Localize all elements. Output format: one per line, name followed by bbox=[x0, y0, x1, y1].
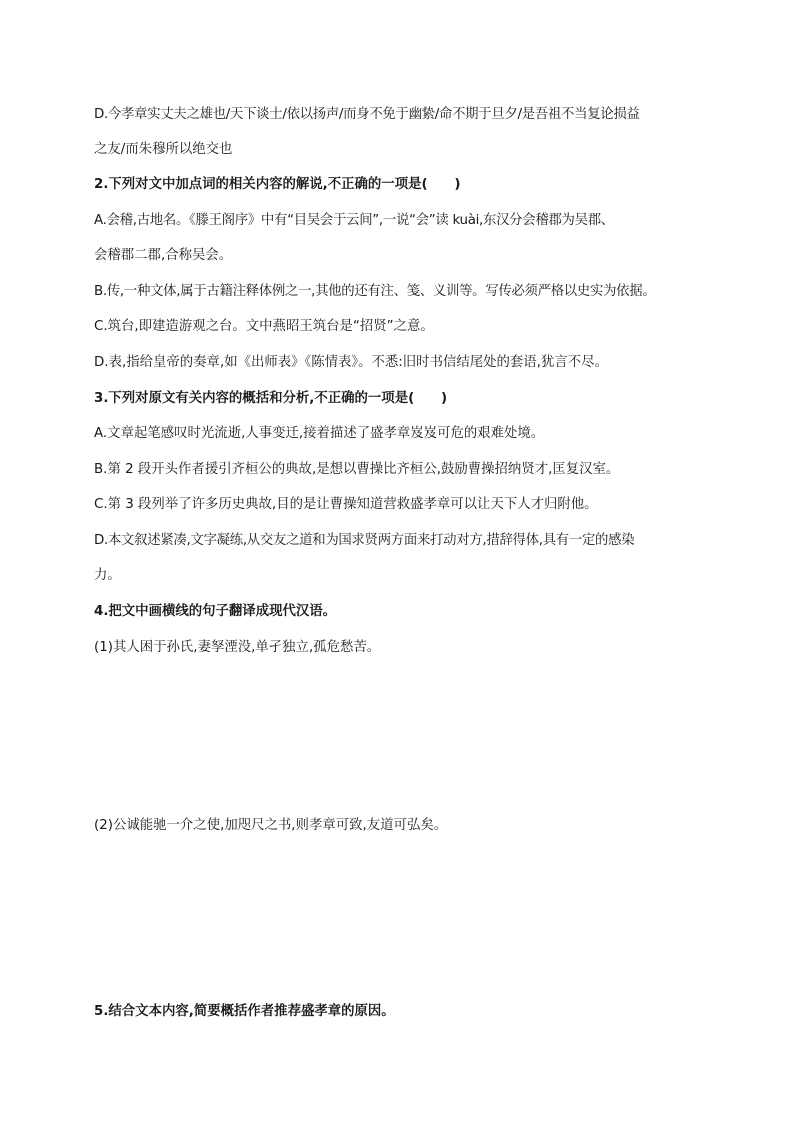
q3-option-c: C.第 3 段列举了许多历史典故,目的是让曹操知道营救盛孝章可以让天下人才归附他。 bbox=[94, 497, 598, 512]
q2-option-c: C.筑台,即建造游观之台。文中燕昭王筑台是“招贤”之意。 bbox=[94, 319, 434, 334]
question-2-title: 2.下列对文中加点词的相关内容的解说,不正确的一项是( ) bbox=[94, 177, 461, 192]
q4-sentence-1: (1)其人困于孙氏,妻孥湮没,单孑独立,孤危愁苦。 bbox=[94, 640, 381, 655]
q3-option-a: A.文章起笔感叹时光流逝,人事变迁,接着描述了盛孝章岌岌可危的艰难处境。 bbox=[94, 426, 545, 441]
q3-option-d-line-1: D.本文叙述紧凑,文字凝练,从交友之道和为国求贤两方面来打动对方,措辞得体,具有一定的感染 bbox=[94, 533, 635, 548]
question-4-title: 4.把文中画横线的句子翻译成现代汉语。 bbox=[94, 604, 337, 619]
question-3-title: 3.下列对原文有关内容的概括和分析,不正确的一项是( ) bbox=[94, 391, 448, 406]
question-5-title: 5.结合文本内容,简要概括作者推荐盛孝章的原因。 bbox=[94, 1004, 395, 1019]
q3-option-d-line-2: 力。 bbox=[94, 568, 121, 583]
option-d-line-1: D.今孝章实丈夫之雄也/天下谈士/依以扬声/而身不免于幽絷/命不期于旦夕/是吾祖不当复论损益 bbox=[94, 107, 640, 122]
q2-option-b: B.传,一种文体,属于古籍注释体例之一,其他的还有注、笺、义训等。写传必须严格以史实为依据。 bbox=[94, 284, 656, 299]
q4-sentence-2: (2)公诚能驰一介之使,加咫尺之书,则孝章可致,友道可弘矣。 bbox=[94, 818, 448, 833]
q2-option-a-line-1: A.会稽,古地名。《滕王阁序》中有“目吴会于云间”,一说“会”读 kuài,东汉分会稽郡为吴郡、 bbox=[94, 213, 614, 228]
q2-option-a-line-2: 会稽郡二郡,合称吴会。 bbox=[94, 248, 233, 263]
q2-option-d: D.表,指给皇帝的奏章,如《出师表》《陈情表》。不悉:旧时书信结尾处的套语,犹言不尽。 bbox=[94, 355, 608, 370]
q3-option-b: B.第 2 段开头作者援引齐桓公的典故,是想以曹操比齐桓公,鼓励曹操招纳贤才,匡复汉室。 bbox=[94, 462, 620, 477]
option-d-line-2: 之友/而朱穆所以绝交也 bbox=[94, 142, 233, 157]
